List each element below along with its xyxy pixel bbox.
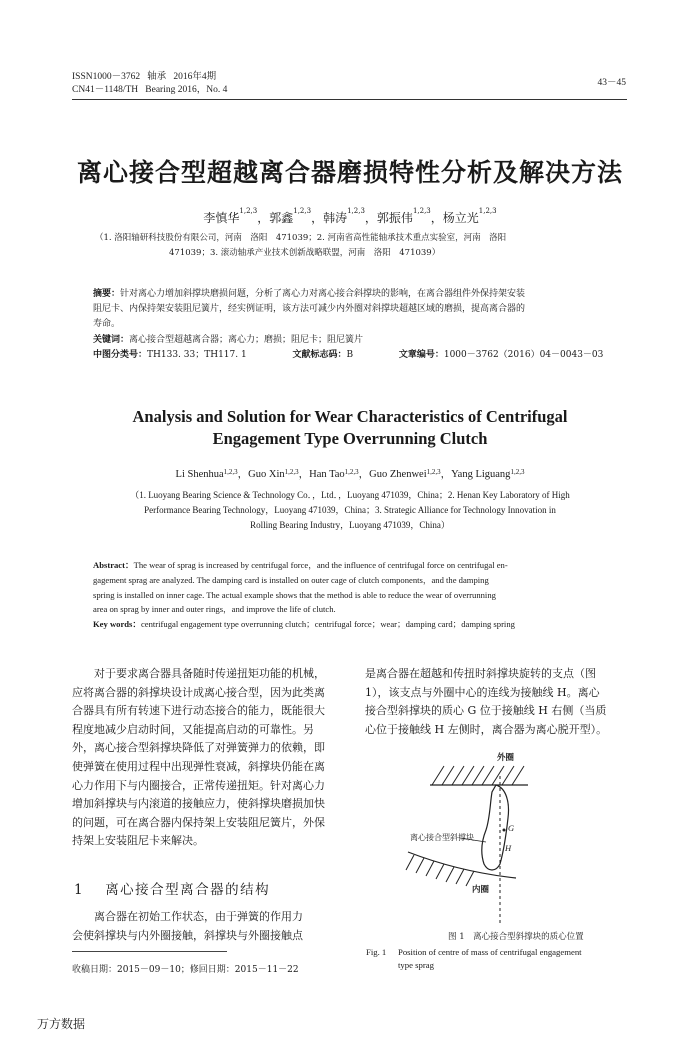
keywords-cn-label: 关键词：	[93, 335, 130, 345]
body-line: 是离合器在超越和传扭时斜撑块旋转的支点（图	[365, 667, 596, 680]
section-heading	[74, 878, 270, 898]
figure-caption-en: Fig. 1 Position of centre of mass of centrifugal engagement type sprag	[366, 947, 582, 970]
journal-en: Bearing 2016，No. 4	[145, 85, 228, 95]
figure-caption-cn: 图 1 离心接合型斜撑块的质心位置	[448, 932, 584, 942]
body-line: 外，离心接合型斜撑块降低了对弹簧弹力的依赖，即	[72, 741, 325, 755]
author-en: Li Shenhua$^{1,2,3}$	[175, 468, 238, 480]
keywords-en-label: Key words：	[93, 619, 141, 630]
body-line: 对于要求离合器具备随时传递扭矩功能的机械，	[94, 667, 325, 680]
abstract-cn-label: 摘要：	[93, 289, 121, 299]
label-outer-ring: 外圈	[497, 753, 515, 763]
issn: ISSN1000－3762	[72, 72, 141, 82]
section-body	[72, 908, 344, 945]
body-line: 应将离合器的斜撑块设计成离心接合型，因为此类离	[72, 685, 325, 699]
author-cn: 韩涛$^{1,2,3}$	[323, 207, 365, 225]
watermark: 万方数据	[37, 1017, 86, 1031]
centre-of-mass-marker	[503, 829, 506, 832]
abstract-cn: 摘要：针对离心力增加斜撑块磨损问题，分析了离心力对离心接合斜撑块的影响，在离合器组件外保持架安装 阻尼卡、内保持架安装阻尼簧片，经实例证明，该方法可减少内外圈对斜撑块超越区域的磨损，提高离合器的 寿命。 关键词：离心接合型超越离合器；离心力；磨损；阻尼卡；阻尼簧片 中图分类号：TH133. 33；TH117. 1 文献标志码：B 文章编号：1000－3762（2016）04－0043－03	[93, 287, 613, 363]
label-h: H	[505, 843, 512, 853]
section-title: 离心接合型离合器的结构	[105, 882, 271, 898]
author-cn: 李慎华$^{1,2,3}$	[203, 207, 258, 225]
journal-cn: 轴承	[147, 72, 167, 82]
author-en: Guo Xin$^{1,2,3}$	[248, 468, 299, 480]
author-cn: 郭鑫$^{1,2,3}$	[269, 207, 312, 225]
abstract-en: Abstract：The wear of sprag is increased by centrifugal force，and the influence of centrifugal force on centrifugal en- gagement sprag are analyzed. The damping card is installed on outer cage of clutch components，and the damping spring is installed on inner cage. The actual example shows that the method is able to reduce the wear of overrunning area on sprag by inner and outer rings，and improve the life of clutch. Key words：centrifugal engagement type overrunning clutch；centrifugal force；wear；damping card；damping spring	[93, 560, 515, 630]
keywords-en: centrifugal engagement type overrunning clutch；centrifugal force；wear；damping card；damping spring	[140, 619, 515, 630]
body-line: 合器具有所有转速下进行动态接合的能力，既能很大	[72, 704, 325, 718]
footnote: 收稿日期：2015－09－10；修回日期：2015－11－22	[72, 965, 299, 975]
figure-1	[400, 754, 550, 930]
keywords-cn: 离心接合型超越离合器；离心力；磨损；阻尼卡；阻尼簧片	[129, 335, 364, 345]
left-column	[72, 665, 344, 851]
label-g: G	[508, 823, 515, 833]
outer-ring-hatching	[432, 766, 524, 785]
label-inner-ring: 内圈	[472, 885, 490, 895]
sprag-body	[482, 785, 512, 870]
page-range: 43－45	[597, 78, 626, 88]
inner-ring-hatching	[406, 855, 474, 886]
body-line: 离合器在初始工作状态，由于弹簧的作用力	[94, 910, 303, 923]
body-line: 会使斜撑块与内外圈接触，斜撑块与外圈接触点	[72, 928, 303, 942]
author-en: Yang Liguang$^{1,2,3}$	[451, 468, 525, 480]
author-cn: 郭振伟$^{1,2,3}$	[376, 207, 431, 225]
author-cn: 杨立光$^{1,2,3}$	[442, 207, 497, 225]
classification-line: 中图分类号：TH133. 33；TH117. 1 文献标志码：B 文章编号：1000－3762（2016）04－0043－03	[93, 350, 604, 360]
footnote-rule	[72, 951, 227, 952]
title-en: Analysis and Solution for Wear Characteristics of Centrifugal Engagement Type Overrunning Clutch	[132, 407, 568, 448]
authors-en: Li Shenhua$^{1,2,3}$，Guo Xin$^{1,2,3}$，Han Tao$^{1,2,3}$，Guo Zhenwei$^{1,2,3}$，Yang Liguang$^{1,2,3}$	[175, 468, 525, 480]
abstract-en-label: Abstract：	[93, 560, 134, 570]
body-line: 心力作用下与内圈接合，正常传递扭矩。针对离心力	[72, 778, 325, 792]
body-line: 的问题，可在离合器内保持架上安装阻尼簧片，外保	[72, 815, 325, 829]
authors-cn: 李慎华$^{1,2,3}$，郭鑫$^{1,2,3}$，韩涛$^{1,2,3}$，郭振伟$^{1,2,3}$，杨立光$^{1,2,3}$	[203, 207, 497, 225]
section-number: 1	[74, 882, 83, 898]
label-sprag: 离心接合型斜撑块	[410, 833, 474, 842]
author-en: Han Tao$^{1,2,3}$	[309, 468, 359, 480]
affiliations-en: （1. Luoyang Bearing Science & Technology Co．，Ltd．，Luoyang 471039，China；2. Henan Key Laboratory of High Performance Bearing Technology，Luoyang 471039，China；3. Strategic Alliance for Technology Innovation in Rolling Bearing Industry，Luoyang 471039，China）	[130, 490, 570, 530]
right-column	[365, 665, 629, 739]
body-line: 接合型斜撑块的质心 G 位于接触线 H 右侧（当质	[365, 704, 607, 718]
body-line: 程度地减少启动时间，又能提高启动的可靠性。另	[72, 722, 314, 736]
cn-code: CN41－1148/TH	[72, 85, 139, 95]
header-rule	[72, 99, 627, 100]
body-line: 增加斜撑块与内滚道的接触应力，使斜撑块磨损加快	[72, 797, 325, 811]
body-line: 心位于接触线 H 左侧时，离合器为离心脱开型）。	[365, 722, 608, 736]
issue-cn: 2016年4期	[173, 72, 217, 82]
running-header	[72, 71, 227, 97]
body-line: 1），该支点与外圈中心的连线为接触线 H。离心	[365, 685, 600, 699]
body-line: 使弹簧在使用过程中出现弹性衰减，斜撑块仍能在离	[72, 759, 325, 773]
author-en: Guo Zhenwei$^{1,2,3}$	[369, 468, 441, 480]
title-cn: 离心接合型超越离合器磨损特性分析及解决方法	[76, 158, 623, 187]
body-line: 持架上安装阻尼卡来解决。	[72, 834, 204, 848]
affiliations-cn: （1. 洛阳轴研科技股份有限公司，河南 洛阳 471039；2. 河南省高性能轴承技术重点实验室，河南 洛阳 471039；3. 滚动轴承产业技术创新战略联盟，河南 洛阳 471039）	[95, 233, 507, 258]
